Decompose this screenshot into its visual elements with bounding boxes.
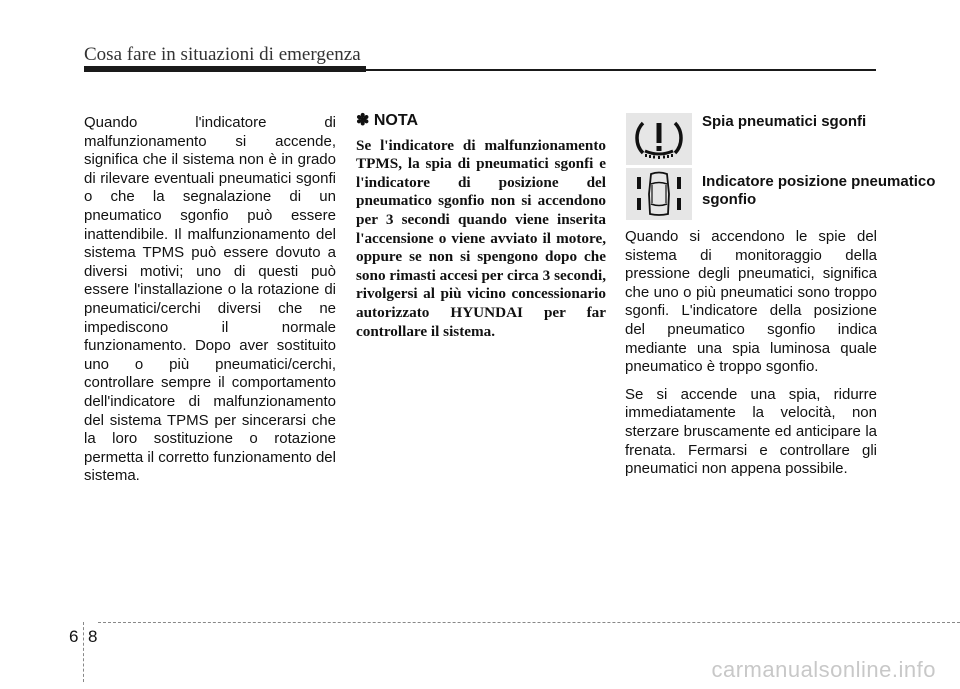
note-title: ✽ NOTA	[356, 112, 418, 129]
page-number: 8	[88, 627, 98, 646]
footer-divider-horizontal	[98, 622, 960, 623]
low-tire-label: Spia pneumatici sgonfi	[702, 113, 867, 130]
warning-paragraph-2: Se si accende una spia, ridurre immediatamente la velocità, non sterzare bruscamente ed anticipare la frenata. Fermarsi e controllare gli pneumatici non appena possibile.	[625, 385, 877, 478]
note-text: Se l'indicatore di malfunzionamento TPMS, la spia di pneumatici sgonfi e l'indicatore di posizione del pneumatico sgonfio non si accendono per 3 secondi quando viene inserita l'accensione o viene avviato il motore, oppure se non si spengono dopo che sono rimasti accesi per circa 3 secondi, rivolgersi al più vicino concessionario autorizzato HYUNDAI per far controllare il sistema.	[356, 136, 606, 340]
tpms-warning-icon	[626, 113, 692, 165]
note-box	[356, 112, 606, 341]
header-rule-thick	[84, 66, 366, 72]
chapter-number: 6	[69, 627, 79, 646]
footer-divider-vertical	[83, 622, 85, 682]
page-header-title: Cosa fare in situazioni di emergenza	[84, 44, 361, 65]
column-left	[84, 114, 336, 486]
tire-position-label: Indicatore posizione pneumatico sgonfio	[702, 173, 936, 208]
warning-paragraph-1: Quando si accendono le spie del sistema di monitoraggio della pressione degli pneumatici, significa che uno o più pneumatici sono troppo sgonfi. L'indicatore della posizione del pneumatico sgonfio indica mediante una spia luminosa quale pneumatico è troppo sgonfio.	[625, 228, 877, 376]
watermark: carmanualsonline.info	[711, 657, 936, 682]
column-right	[625, 228, 877, 488]
car-tire-position-icon	[626, 168, 692, 220]
malfunction-paragraph: Quando l'indicatore di malfunzionamento si accende, significa che il sistema non è in grado di rilevare eventuali pneumatici sgonfi o che la segnalazione di un pneumatico sgonfio può essere inattendibile. Il malfunzionamento del sistema TPMS può essere dovuto a diversi motivi; uno di questi può essere l'installazione o la rotazione di pneumatici/cerchi diversi che ne impediscono il normale funzionamento. Dopo aver sostituito uno o più pneumatici/cerchi, controllare sempre il comportamento dell'indicatore di malfunzionamento del sistema TPMS per sincerarsi che la loro sostituzione o rotazione permetta il corretto funzionamento del sistema.	[84, 114, 336, 485]
header-rule-thin	[366, 69, 876, 71]
